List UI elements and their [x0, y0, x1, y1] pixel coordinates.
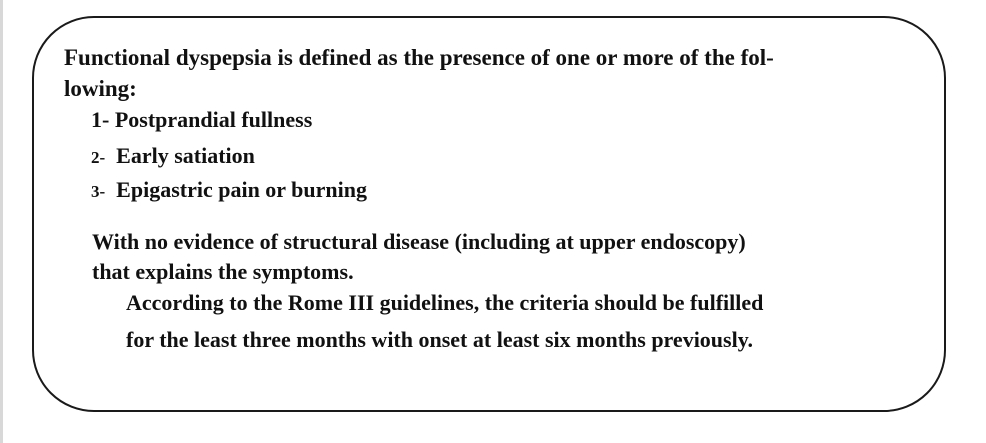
intro-line-1: Functional dyspepsia is defined as the presence of one or more of the fol-	[64, 45, 774, 70]
list-item-number: 2-	[91, 148, 106, 167]
rome-line-1: According to the Rome III guidelines, the criteria should be fulfilled	[126, 290, 764, 315]
list-item-text: Postprandial fullness	[114, 107, 313, 132]
intro-line-2: lowing:	[64, 76, 137, 101]
list-item-number: 3-	[91, 182, 106, 201]
exclusion-line-2: that explains the symptoms.	[92, 259, 354, 284]
list-item-text: Epigastric pain or burning	[116, 177, 367, 202]
list-item	[91, 107, 312, 133]
list-item-text: Early satiation	[116, 143, 255, 168]
list-item	[91, 143, 255, 171]
left-edge-divider	[0, 0, 3, 443]
list-item-number: 1-	[91, 107, 110, 132]
exclusion-line-1: With no evidence of structural disease (including at upper endoscopy)	[92, 229, 746, 254]
rome-line-2: for the least three months with onset at least six months previously.	[126, 327, 753, 352]
list-item	[91, 177, 367, 205]
